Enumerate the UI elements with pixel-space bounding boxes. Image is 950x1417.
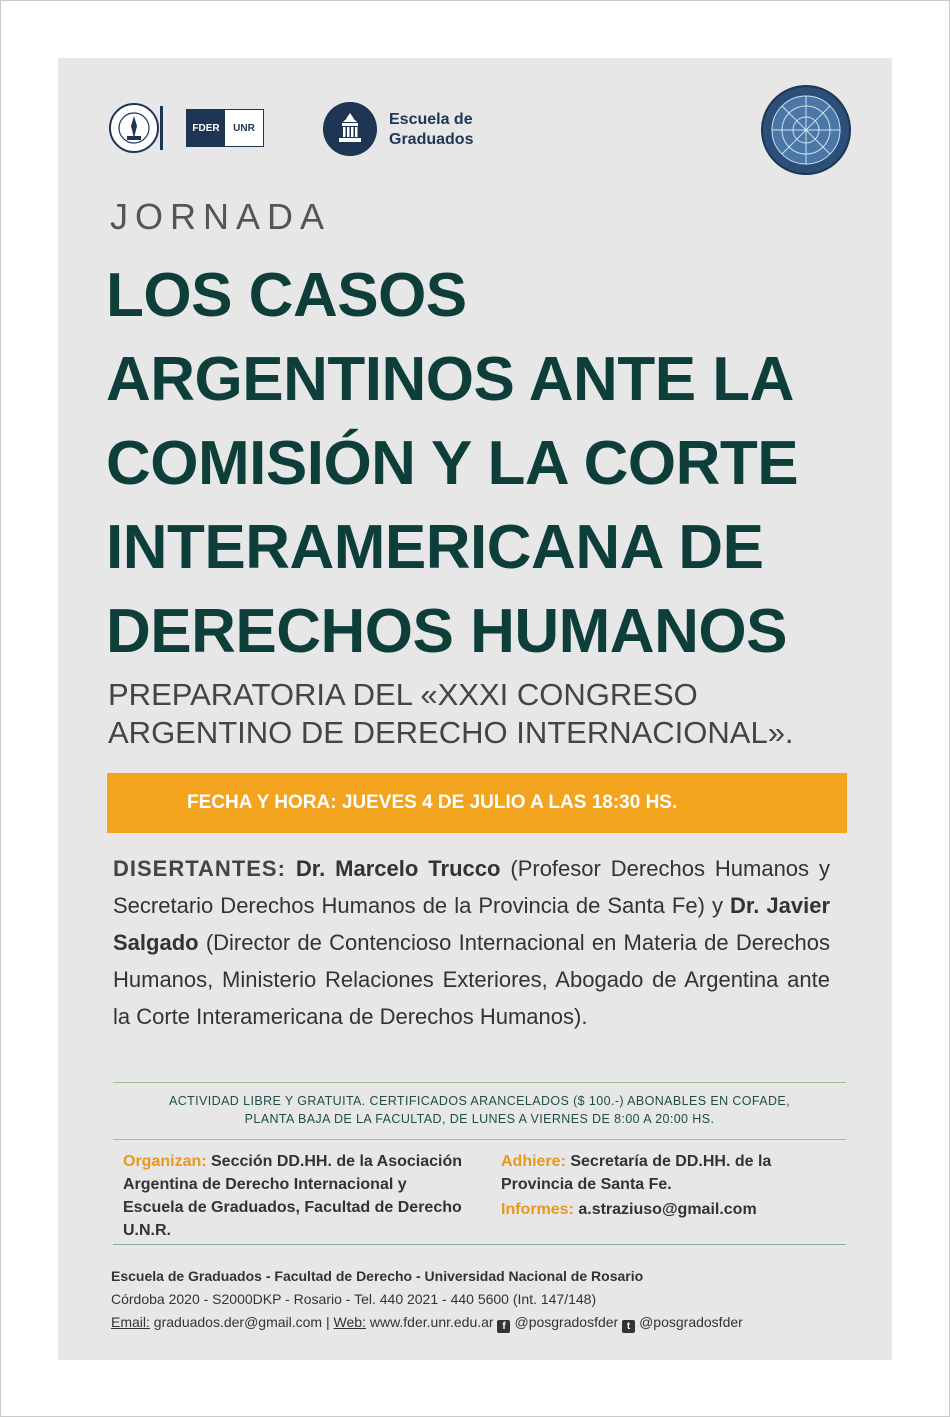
divider-bottom	[113, 1244, 846, 1245]
speaker-2-name: Dr. Javier Salgado	[113, 893, 830, 955]
facebook-handle[interactable]: @posgradosfder	[514, 1314, 619, 1330]
web-link[interactable]: www.fder.unr.edu.ar	[365, 1314, 498, 1330]
divider-top	[113, 1082, 846, 1083]
supporters-block	[501, 1150, 841, 1221]
escuela-graduados-logo	[323, 102, 493, 156]
adhiere-text: Secretaría de DD.HH. de la Provincia de Santa Fe.	[501, 1153, 772, 1193]
event-title: LOS CASOS ARGENTINOS ANTE LA COMISIÓN Y LA CORTE INTERAMERICANA DE DERECHOS HUMANOS	[106, 261, 799, 666]
twitter-icon: t	[622, 1320, 635, 1333]
footer	[111, 1265, 851, 1334]
facebook-icon: f	[497, 1320, 510, 1333]
speaker-2-description: (Director de Contencioso Internacional en Materia de Derechos Humanos, Ministerio Relaciones Exteriores, Abogado de Argentina ante la Corte Interamericana de Derechos Humanos).	[113, 930, 830, 1029]
speaker-1-description: (Profesor Derechos Humanos y Secretario Derechos Humanos de la Provincia de Santa Fe) y	[113, 856, 830, 918]
divider-middle	[113, 1139, 846, 1140]
email-link[interactable]: graduados.der@gmail.com |	[149, 1314, 334, 1330]
speakers-paragraph	[113, 850, 830, 1035]
footer-address: Córdoba 2020 - S2000DKP - Rosario - Tel. 440 2021 - 440 5600 (Int. 147/148)	[111, 1291, 597, 1307]
footer-contacts	[111, 1311, 851, 1334]
email-label: Email:	[111, 1314, 150, 1330]
escuela-logo-text: Escuela de Graduados	[389, 111, 474, 148]
unr-logo-text: UNR	[225, 110, 263, 146]
building-icon	[323, 102, 377, 156]
certificate-notice: ACTIVIDAD LIBRE Y GRATUITA. CERTIFICADOS ARANCELADOS ($ 100.-) ABONABLES EN COFADE, PLANTA BAJA DE LA FACULTAD, DE LUNES A VIERNES DE 8:00 A 20:00 HS.	[168, 1094, 791, 1126]
organizers-block	[123, 1150, 463, 1242]
twitter-handle[interactable]: @posgradosfder	[639, 1314, 743, 1330]
date-time-bar: FECHA Y HORA: JUEVES 4 DE JULIO A LAS 18:30 HS.	[107, 773, 847, 833]
speakers-label: DISERTANTES:	[113, 856, 286, 881]
event-subtitle: PREPARATORIA DEL «XXXI CONGRESO ARGENTINO DE DERECHO INTERNACIONAL».	[108, 677, 794, 750]
informes-email[interactable]: a.straziuso@gmail.com	[573, 1201, 757, 1218]
unr-seal-logo	[108, 102, 168, 154]
organizers-label: Organizan:	[123, 1153, 207, 1170]
speaker-1-name: Dr. Marcelo Trucco	[295, 856, 501, 881]
adhiere-label: Adhiere:	[501, 1153, 566, 1170]
footer-institution: Escuela de Graduados - Facultad de Derecho - Universidad Nacional de Rosario	[111, 1268, 644, 1284]
informes-label: Informes:	[501, 1201, 574, 1218]
event-kicker: JORNADA	[110, 196, 332, 237]
fder-logo-text: FDER	[187, 110, 225, 146]
asociacion-seal-logo	[760, 84, 852, 176]
organizers-text: Sección DD.HH. de la Asociación Argentina de Derecho Internacional y Escuela de Graduados, Facultad de Derecho U.N.R.	[123, 1153, 463, 1239]
fder-unr-logo	[186, 109, 264, 147]
web-label: Web:	[333, 1314, 366, 1330]
